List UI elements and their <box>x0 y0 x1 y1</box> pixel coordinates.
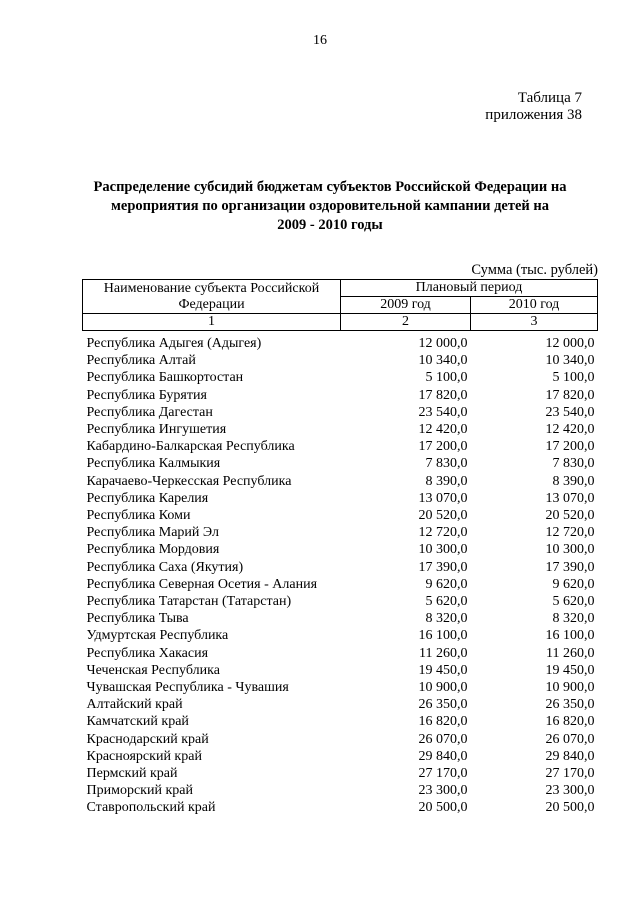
table-row <box>83 490 598 507</box>
units-label: Сумма (тыс. рублей) <box>471 262 598 278</box>
title-line-3: 2009 - 2010 годы <box>277 217 383 233</box>
amount-2010-cell: 29 840,0 <box>545 748 595 764</box>
table-row <box>83 473 598 490</box>
amount-2009-cell: 12 720,0 <box>418 525 468 541</box>
region-name-cell: Республика Калмыкия <box>86 456 221 472</box>
header-planned-period: Плановый период <box>341 280 598 297</box>
table-row <box>83 331 598 353</box>
amount-2010-cell: 16 100,0 <box>545 628 595 644</box>
amount-2010-cell: 5 100,0 <box>552 370 595 386</box>
table-body <box>83 331 598 817</box>
table-row <box>83 645 598 662</box>
amount-2009-cell: 19 450,0 <box>418 662 468 678</box>
table-row <box>83 387 598 404</box>
region-name-cell: Ставропольский край <box>86 800 216 816</box>
amount-2010-cell: 5 620,0 <box>552 594 595 610</box>
amount-2009-cell: 11 260,0 <box>419 645 468 661</box>
table-row <box>83 610 598 627</box>
region-name-cell: Республика Татарстан (Татарстан) <box>86 594 292 610</box>
amount-2009-cell: 23 300,0 <box>418 783 468 799</box>
amount-2009-cell: 17 200,0 <box>418 439 468 455</box>
table-row <box>83 438 598 455</box>
table-row <box>83 713 598 730</box>
table-row <box>83 662 598 679</box>
table-row <box>83 352 598 369</box>
header-year-2009: 2009 год <box>341 297 471 314</box>
amount-2009-cell: 5 620,0 <box>425 594 468 610</box>
amount-2009-cell: 10 340,0 <box>418 353 468 369</box>
region-name-cell: Приморский край <box>86 783 193 799</box>
table-row <box>83 765 598 782</box>
amount-2010-cell: 8 390,0 <box>552 473 595 489</box>
amount-2010-cell: 17 390,0 <box>545 559 595 575</box>
amount-2009-cell: 23 540,0 <box>418 404 468 420</box>
region-name-cell: Карачаево-Черкесская Республика <box>86 473 292 489</box>
region-name-cell: Республика Саха (Якутия) <box>86 559 244 575</box>
amount-2010-cell: 9 620,0 <box>552 576 595 592</box>
region-name-cell: Удмуртская Республика <box>86 628 229 644</box>
region-name-cell: Республика Коми <box>86 508 191 524</box>
table-row <box>83 404 598 421</box>
amount-2010-cell: 17 820,0 <box>545 387 595 403</box>
amount-2010-cell: 8 320,0 <box>552 611 595 627</box>
amount-2009-cell: 9 620,0 <box>425 576 468 592</box>
region-name-cell: Красноярский край <box>86 748 202 764</box>
amount-2010-cell: 26 070,0 <box>545 731 595 747</box>
amount-2010-cell: 26 350,0 <box>545 697 595 713</box>
amount-2009-cell: 12 420,0 <box>418 422 468 438</box>
amount-2009-cell: 29 840,0 <box>418 748 468 764</box>
table-row <box>83 455 598 472</box>
amount-2010-cell: 12 000,0 <box>545 336 595 351</box>
header-column-number: 1 <box>83 314 341 331</box>
amount-2009-cell: 26 350,0 <box>418 697 468 713</box>
table-row <box>83 576 598 593</box>
region-name-cell: Республика Адыгея (Адыгея) <box>86 336 262 351</box>
page-number: 16 <box>313 33 327 48</box>
amount-2009-cell: 16 100,0 <box>418 628 468 644</box>
table-row <box>83 421 598 438</box>
amount-2010-cell: 10 900,0 <box>545 680 595 696</box>
amount-2010-cell: 23 540,0 <box>545 404 595 420</box>
amount-2010-cell: 10 340,0 <box>545 353 595 369</box>
title-line-1: Распределение субсидий бюджетам субъектов Российской Федерации на <box>93 179 567 195</box>
amount-2009-cell: 26 070,0 <box>418 731 468 747</box>
region-name-cell: Чеченская Республика <box>86 662 220 678</box>
appendix-reference: приложения 38 <box>485 107 582 123</box>
amount-2009-cell: 5 100,0 <box>425 370 468 386</box>
table-row <box>83 748 598 765</box>
amount-2010-cell: 20 520,0 <box>545 508 595 524</box>
amount-2010-cell: 19 450,0 <box>545 662 595 678</box>
region-name-cell: Республика Бурятия <box>86 387 207 403</box>
table-header <box>83 280 598 331</box>
amount-2010-cell: 10 300,0 <box>545 542 595 558</box>
table-row <box>83 782 598 799</box>
region-name-cell: Алтайский край <box>86 697 183 713</box>
amount-2009-cell: 17 390,0 <box>418 559 468 575</box>
amount-2009-cell: 7 830,0 <box>425 456 468 472</box>
table-row <box>83 627 598 644</box>
amount-2009-cell: 27 170,0 <box>418 766 468 782</box>
amount-2010-cell: 20 500,0 <box>545 800 595 816</box>
amount-2010-cell: 12 720,0 <box>545 525 595 541</box>
amount-2010-cell: 7 830,0 <box>552 456 595 472</box>
amount-2009-cell: 20 500,0 <box>418 800 468 816</box>
amount-2010-cell: 27 170,0 <box>545 766 595 782</box>
table-row <box>83 799 598 816</box>
header-column-number: 3 <box>471 314 598 331</box>
region-name-cell: Республика Алтай <box>86 353 196 369</box>
amount-2009-cell: 17 820,0 <box>418 387 468 403</box>
header-region-name: Наименование субъекта Российской Федерации <box>83 280 341 314</box>
amount-2010-cell: 17 200,0 <box>545 439 595 455</box>
region-name-cell: Республика Северная Осетия - Алания <box>86 576 318 592</box>
table-row <box>83 524 598 541</box>
amount-2009-cell: 20 520,0 <box>418 508 468 524</box>
table-row <box>83 369 598 386</box>
title-line-2: мероприятия по организации оздоровительной кампании детей на <box>111 198 549 214</box>
header-column-number: 2 <box>341 314 471 331</box>
amount-2009-cell: 16 820,0 <box>418 714 468 730</box>
table-number: Таблица 7 <box>517 90 582 106</box>
table-row <box>83 679 598 696</box>
document-title <box>70 178 590 235</box>
region-name-cell: Кабардино-Балкарская Республика <box>86 439 295 455</box>
region-name-cell: Республика Тыва <box>86 611 189 627</box>
region-name-cell: Камчатский край <box>86 714 189 730</box>
region-name-cell: Республика Ингушетия <box>86 422 227 438</box>
amount-2009-cell: 8 320,0 <box>425 611 468 627</box>
amount-2009-cell: 13 070,0 <box>418 490 468 506</box>
table-row <box>83 507 598 524</box>
region-name-cell: Республика Хакасия <box>86 645 209 661</box>
amount-2009-cell: 10 300,0 <box>418 542 468 558</box>
amount-2010-cell: 11 260,0 <box>546 645 595 661</box>
table-row <box>83 541 598 558</box>
table-row <box>83 731 598 748</box>
table-reference <box>485 90 582 124</box>
table-row <box>83 559 598 576</box>
amount-2009-cell: 10 900,0 <box>418 680 468 696</box>
amount-2009-cell: 8 390,0 <box>425 473 468 489</box>
amount-2010-cell: 12 420,0 <box>545 422 595 438</box>
region-name-cell: Республика Марий Эл <box>86 525 219 541</box>
subsidy-table <box>82 279 598 817</box>
amount-2010-cell: 13 070,0 <box>545 490 595 506</box>
region-name-cell: Республика Карелия <box>86 490 209 506</box>
region-name-cell: Республика Мордовия <box>86 542 220 558</box>
region-name-cell: Республика Дагестан <box>86 404 213 420</box>
region-name-cell: Краснодарский край <box>86 731 209 747</box>
table-row <box>83 696 598 713</box>
amount-2010-cell: 16 820,0 <box>545 714 595 730</box>
amount-2009-cell: 12 000,0 <box>418 336 468 351</box>
region-name-cell: Пермский край <box>86 766 178 782</box>
region-name-cell: Чувашская Республика - Чувашия <box>86 680 289 696</box>
region-name-cell: Республика Башкортостан <box>86 370 244 386</box>
amount-2010-cell: 23 300,0 <box>545 783 595 799</box>
header-year-2010: 2010 год <box>471 297 598 314</box>
table-row <box>83 593 598 610</box>
